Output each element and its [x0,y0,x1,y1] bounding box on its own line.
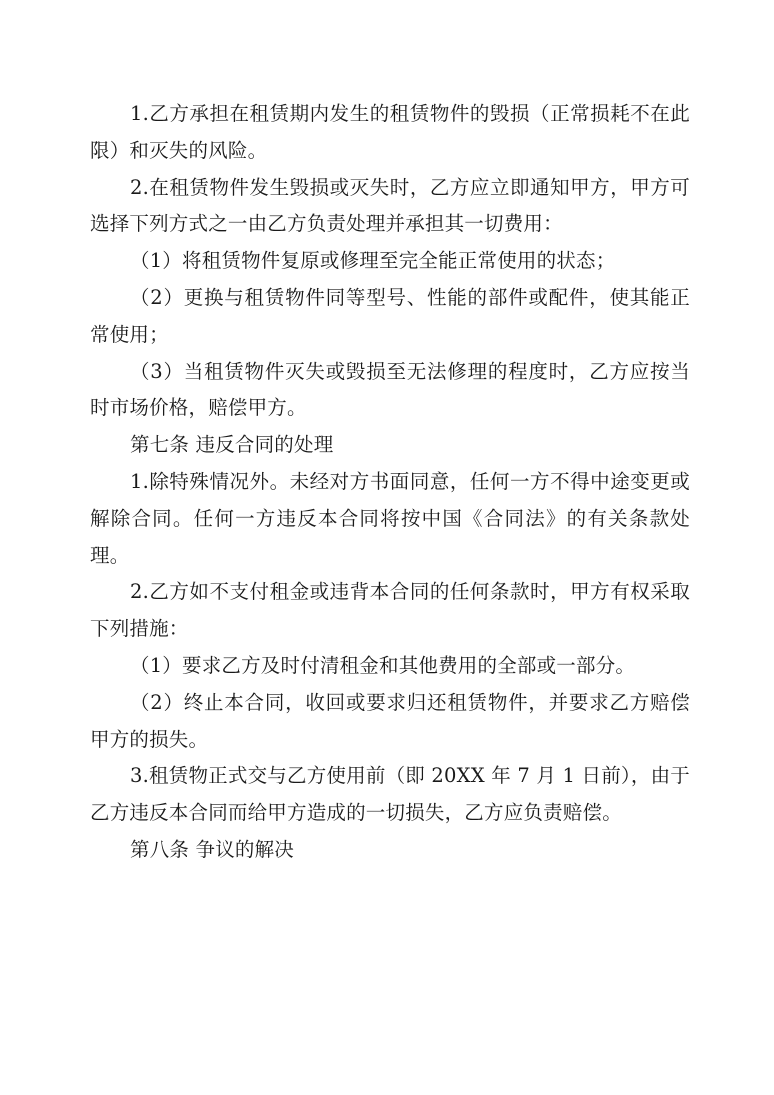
paragraph-lessor-rights: 2.乙方如不支付租金或违背本合同的任何条款时，甲方有权采取下列措施： [90,580,690,641]
paragraph-measure-pay: （1）要求乙方及时付清租金和其他费用的全部或一部分。 [130,653,636,677]
paragraph-risk-bearing: 1.乙方承担在租赁期内发生的租赁物件的毁损（正常损耗不在此限）和灭失的风险。 [90,102,690,162]
paragraph-option-replace: （2）更换与租赁物件同等型号、性能的部件或配件，使其能正常使用； [90,285,690,346]
paragraph-option-compensate: （3）当租赁物件灭失或毁损至无法修理的程度时，乙方应按当时市场价格，赔偿甲方。 [90,359,690,420]
paragraph-measure-terminate: （2）终止本合同，收回或要求归还租赁物件，并要求乙方赔偿甲方的损失。 [90,690,690,751]
paragraph-pre-delivery-liability: 3.租赁物正式交与乙方使用前（即 20XX 年 7 月 1 日前），由于乙方违反本合同而给甲方造成的一切损失，乙方应负责赔偿。 [90,764,690,825]
paragraph-no-unilateral-change: 1.除特殊情况外。未经对方书面同意，任何一方不得中途变更或解除合同。任何一方违反本合同将按中国《合同法》的有关条款处理。 [90,469,690,567]
section-heading-article-7: 第七条 违反合同的处理 [130,433,334,457]
section-heading-article-8: 第八条 争议的解决 [130,837,294,861]
document-body [90,96,690,869]
paragraph-option-repair: （1）将租赁物件复原或修理至完全能正常使用的状态； [130,249,616,273]
paragraph-damage-notice: 2.在租赁物件发生毁损或灭失时，乙方应立即通知甲方，甲方可选择下列方式之一由乙方负责处理并承担其一切费用： [90,175,690,236]
